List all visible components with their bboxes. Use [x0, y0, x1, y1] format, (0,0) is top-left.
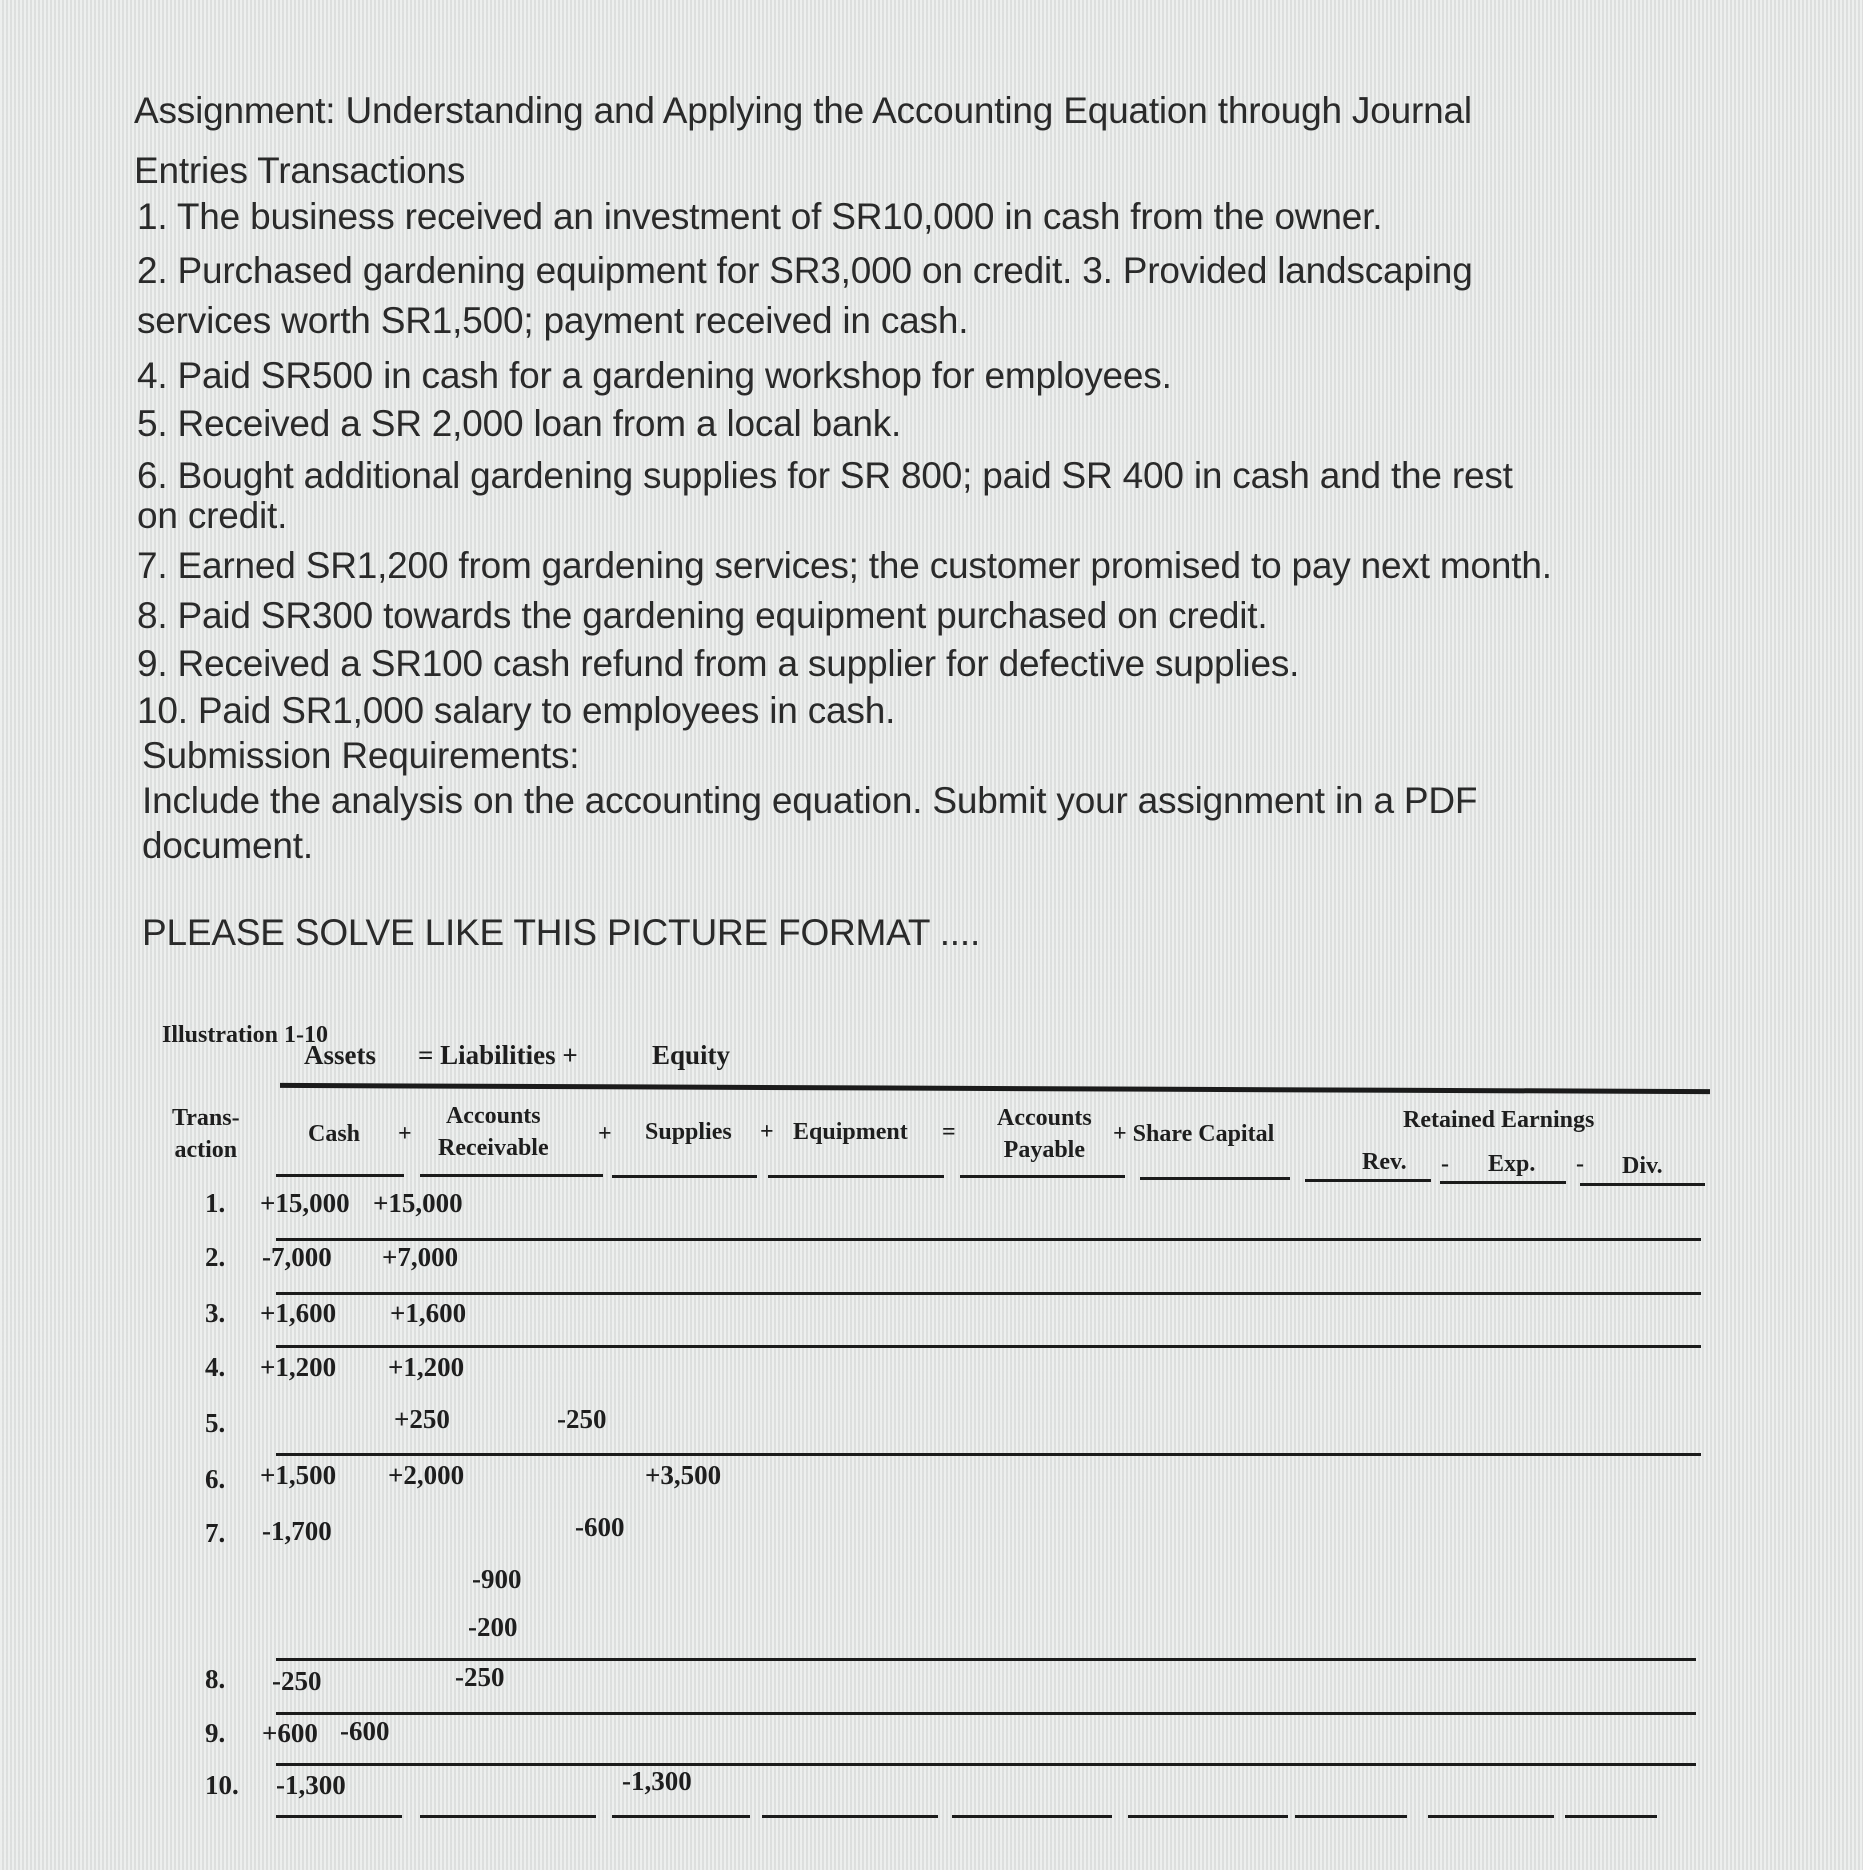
- list-item: services worth SR1,500; payment received in cash.: [137, 300, 969, 341]
- list-item: 6. Bought additional gardening supplies for SR 800; paid SR 400 in cash and the rest: [137, 455, 1513, 496]
- equals-sign: =: [942, 1119, 956, 1145]
- list-item: 10. Paid SR1,000 salary to employees in cash.: [137, 690, 896, 731]
- cell-value: +3,500: [645, 1460, 722, 1490]
- list-item: 7. Earned SR1,200 from gardening services; the customer promised to pay next month.: [137, 545, 1552, 586]
- list-item: 2. Purchased gardening equipment for SR3,000 on credit. 3. Provided landscaping: [137, 250, 1473, 291]
- cell-value: +600: [262, 1718, 318, 1748]
- submission-heading: Submission Requirements:: [142, 735, 580, 776]
- column-underline: [276, 1174, 404, 1177]
- row-number: 5.: [205, 1408, 226, 1438]
- header-transaction: Trans- action: [172, 1105, 240, 1163]
- header-revenue: Rev.: [1362, 1149, 1407, 1175]
- column-underline: [420, 1815, 596, 1818]
- cell-value: -200: [468, 1612, 518, 1642]
- row-separator: [276, 1453, 1701, 1456]
- list-item: 5. Received a SR 2,000 loan from a local bank.: [137, 403, 902, 444]
- row-separator: [276, 1658, 1696, 1661]
- row-separator: [276, 1712, 1696, 1715]
- cell-value: +1,200: [388, 1352, 465, 1382]
- assignment-title: Entries Transactions: [134, 150, 466, 191]
- cell-value: +2,000: [388, 1460, 465, 1490]
- cell-value: +1,200: [260, 1352, 337, 1382]
- list-item: on credit.: [137, 495, 288, 536]
- row-number: 6.: [205, 1464, 226, 1494]
- minus-sign: -: [1576, 1151, 1584, 1177]
- cell-value: -1,700: [262, 1516, 332, 1546]
- column-underline: [1440, 1181, 1566, 1184]
- row-number: 8.: [205, 1664, 226, 1694]
- column-underline: [612, 1815, 750, 1818]
- header-dividends: Div.: [1622, 1153, 1663, 1179]
- equation-liabilities: = Liabilities +: [418, 1040, 578, 1070]
- row-number: 7.: [205, 1518, 226, 1548]
- list-item: 8. Paid SR300 towards the gardening equipment purchased on credit.: [137, 595, 1268, 636]
- illustration-label: Illustration 1-10: [162, 1022, 329, 1048]
- list-item: 4. Paid SR500 in cash for a gardening workshop for employees.: [137, 355, 1172, 396]
- equation-assets: Assets: [304, 1040, 376, 1070]
- column-underline: [1295, 1815, 1407, 1818]
- list-item: 9. Received a SR100 cash refund from a supplier for defective supplies.: [137, 643, 1300, 684]
- column-underline: [276, 1815, 402, 1818]
- cell-value: -1,300: [276, 1770, 346, 1800]
- equation-equity: Equity: [652, 1040, 731, 1070]
- column-underline: [960, 1175, 1125, 1178]
- plus-sign: +: [398, 1121, 412, 1147]
- cell-value: -250: [557, 1404, 607, 1434]
- header-retained-earnings: Retained Earnings: [1403, 1107, 1595, 1133]
- column-underline: [952, 1815, 1112, 1818]
- cell-value: -600: [340, 1716, 390, 1746]
- header-accounts-payable: Accounts Payable: [997, 1105, 1092, 1163]
- list-item: 1. The business received an investment of SR10,000 in cash from the owner.: [137, 196, 1383, 237]
- cell-value: -900: [472, 1564, 522, 1594]
- cell-value: -600: [575, 1512, 625, 1542]
- row-separator: [276, 1292, 1701, 1295]
- divider: [280, 1083, 1710, 1094]
- cell-value: +15,000: [373, 1188, 463, 1218]
- column-underline: [612, 1175, 757, 1178]
- cell-value: -250: [455, 1662, 505, 1692]
- plus-sign: +: [598, 1121, 612, 1147]
- header-supplies: Supplies: [645, 1119, 732, 1145]
- header-share-capital: + Share Capital: [1113, 1121, 1275, 1147]
- cell-value: +250: [394, 1404, 450, 1434]
- row-number: 2.: [205, 1242, 226, 1272]
- row-number: 1.: [205, 1188, 226, 1218]
- header-equipment: Equipment: [793, 1119, 908, 1145]
- cell-value: +1,500: [260, 1460, 337, 1490]
- cell-value: +15,000: [260, 1188, 350, 1218]
- header-cash: Cash: [308, 1121, 361, 1147]
- cell-value: -250: [272, 1666, 322, 1696]
- row-number: 3.: [205, 1298, 226, 1328]
- cell-value: -7,000: [262, 1242, 332, 1272]
- row-number: 4.: [205, 1352, 226, 1382]
- column-underline: [1428, 1815, 1554, 1818]
- row-number: 9.: [205, 1718, 226, 1748]
- cell-value: +7,000: [382, 1242, 459, 1272]
- assignment-title: Assignment: Understanding and Applying the Accounting Equation through Journal: [134, 90, 1472, 131]
- column-underline: [420, 1174, 603, 1177]
- minus-sign: -: [1441, 1151, 1449, 1177]
- row-separator: [276, 1238, 1701, 1241]
- cell-value: -1,300: [622, 1766, 692, 1796]
- column-underline: [1305, 1179, 1431, 1182]
- header-accounts-receivable: Accounts Receivable: [438, 1103, 549, 1161]
- row-separator: [276, 1345, 1701, 1348]
- column-underline: [762, 1815, 938, 1818]
- column-underline: [1128, 1815, 1288, 1818]
- submission-text: document.: [142, 825, 313, 866]
- column-underline: [768, 1175, 944, 1178]
- request-text: PLEASE SOLVE LIKE THIS PICTURE FORMAT ....: [142, 912, 981, 953]
- column-underline: [1580, 1183, 1705, 1186]
- cell-value: +1,600: [390, 1298, 467, 1328]
- cell-value: +1,600: [260, 1298, 337, 1328]
- row-number: 10.: [205, 1770, 239, 1800]
- plus-sign: +: [760, 1119, 774, 1145]
- column-underline: [1565, 1815, 1657, 1818]
- row-separator: [276, 1763, 1696, 1766]
- header-expenses: Exp.: [1488, 1151, 1536, 1177]
- submission-text: Include the analysis on the accounting equation. Submit your assignment in a PDF: [142, 780, 1478, 821]
- column-underline: [1140, 1177, 1290, 1180]
